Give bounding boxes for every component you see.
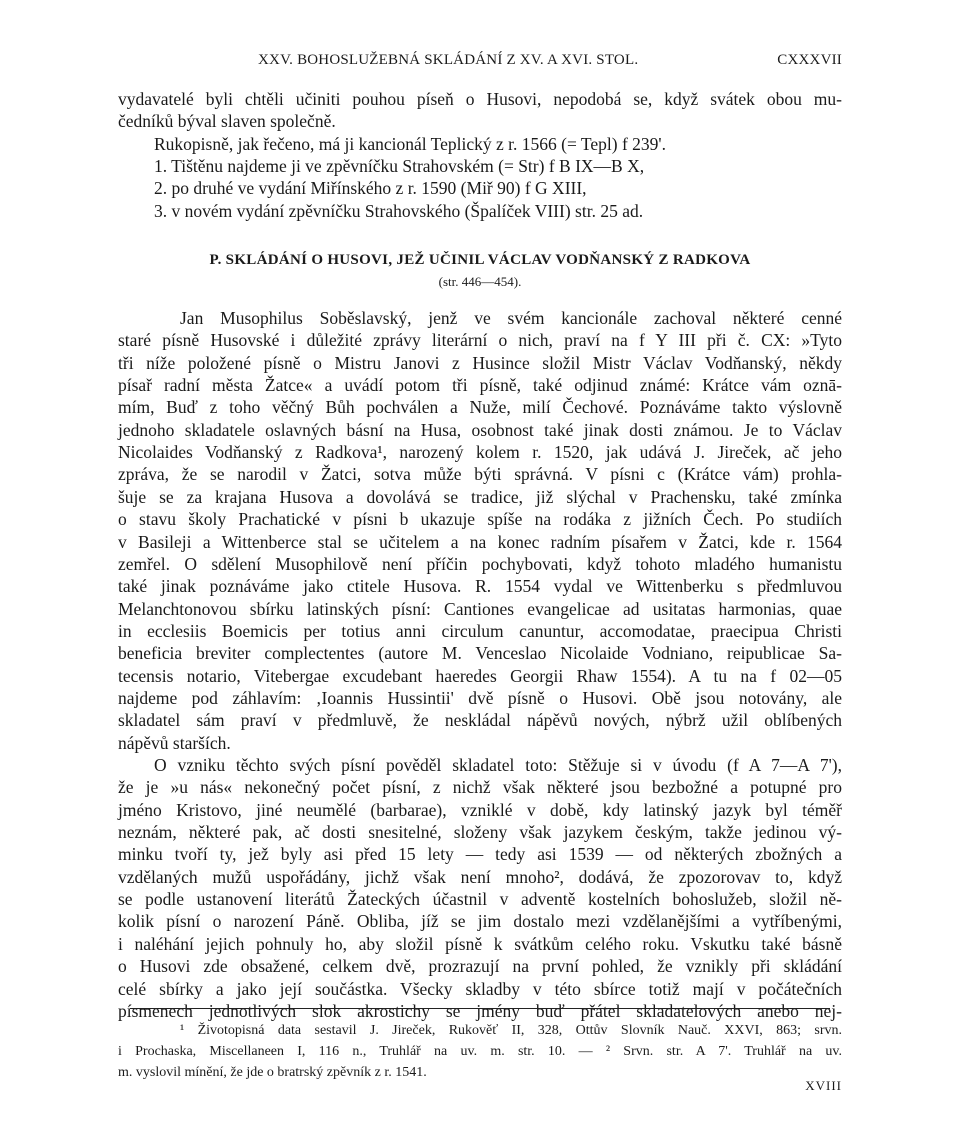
section-page-reference: (str. 446—454). [438, 274, 522, 289]
text-line: O vzniku těchto svých písní pověděl skladatel toto: Stěžuje si v úvodu (f A 7—A 7'), [154, 755, 842, 775]
text-line: kolik písní o narození Páně. Obliba, jíž se jim dostalo mezi vzdělanějšími a vytříbenými, [118, 911, 842, 932]
signature-mark: XVIII [805, 1078, 842, 1093]
text-line: písmenech jednotlivých slok akrostichy se jmény buď přátel skladatelových anebo nej- [118, 1000, 842, 1021]
running-title: XXV. BOHOSLUŽEBNÁ SKLÁDÁNÍ Z XV. A XVI. STOL. [258, 52, 639, 68]
text-line: minku tvoří ty, jež byly asi před 15 lety — tedy asi 1539 — od některých zbožných a [118, 844, 842, 865]
text-line: Jan Musophilus Soběslavský, jenž ve svém kancionále zachoval některé cenné [180, 308, 842, 328]
text-line: jméno Kristovo, jiné neumělé (barbarae), vzniklé v době, kdy latinský jazyk byl téměř [118, 799, 842, 820]
text-line: beneficia breviter complectentes (autore M. Venceslao Nicolaide Vodniano, reipublicae Sa- [118, 643, 842, 664]
footnote-line: i Prochaska, Miscellaneen I, 116 n., Truhlář na uv. m. str. 10. — ² Srvn. str. A 7'. Truhlář na uv. [118, 1044, 842, 1059]
text-line: tecensis notario, Vitebergae excudebant haeredes Georgii Rhaw 1554). A tu na f 02—05 [118, 665, 842, 686]
text-line: Nicolaides Vodňanský z Radkova¹, narozený kolem r. 1520, jak udává J. Jireček, ač jeho [118, 442, 842, 463]
text-line: zemřel. O sdělení Musophilově není příčin pochybovati, když tohoto mladého humanistu [118, 553, 842, 574]
text-line: nápěvů starších. [118, 732, 231, 753]
text-line: Melanchtonovou sbírku latinských písní: Cantiones evangelicae ad usitatas harmonias, quae [118, 598, 842, 619]
text-line: neznám, některé pak, ač dosti snesitelné, složeny však jazykem českým, takže jedinou vý- [118, 822, 842, 843]
text-line: najdeme pod záhlavím: ‚Ioannis Hussintii' dvě písně o Husovi. Obě jsou notovány, ale [118, 687, 842, 708]
text-line: zpráva, že se narodil v Žatci, sotva může býti správná. V písni c (Krátce vám) prohla- [118, 464, 842, 485]
text-line: in ecclesiis Boemicis per totius anni circulum canuntur, accomodatae, praecipua Christi [118, 620, 842, 641]
text-line: 2. po druhé ve vydání Miřínského z r. 1590 (Miř 90) f G XIII, [154, 178, 587, 199]
text-line: Rukopisně, jak řečeno, má ji kancionál Teplický z r. 1566 (= Tepl) f 239'. [154, 133, 666, 154]
text-line: skladatel sám praví v předmluvě, že neskládal nápěvů nových, nýbrž užil oblíbených [118, 710, 842, 731]
running-header [118, 52, 842, 72]
text-line: se podle ustanovení literátů Žateckých účastnil v adventě kostelních bohoslužeb, složil ně- [118, 889, 842, 910]
text-line: písař radní města Žatce« a uvádí potom tři písně, také odjinud známé: Krátce vám oznā- [118, 375, 842, 396]
text-line: o stavu školy Prachatické v písni b ukazuje spíše na rodáka z jižních Čech. Po studiích [118, 509, 842, 530]
page-number: CXXXVII [777, 52, 842, 68]
text-line: 1. Tištěnu najdeme ji ve zpěvníčku Strahovském (= Str) f B IX—B X, [154, 155, 645, 176]
footnote-line: ¹ Životopisná data sestavil J. Jireček, Rukověť II, 328, Ottův Slovník Nauč. XXVI, 863; srvn. [180, 1023, 842, 1038]
text-line: vydavatelé byli chtěli učiniti pouhou píseň o Husovi, nepodobá se, když svátek obou mu- [118, 89, 842, 109]
text-line: i naléhání jejich pohnuly ho, aby složil písně k svátkům celého roku. Vskutku také básně [118, 933, 842, 954]
text-line: 3. v novém vydání zpěvníčku Strahovského (Špalíček VIII) str. 25 ad. [154, 200, 644, 221]
text-line: vzdělaných mužů uspořádány, jichž však není mnoho², dodává, že zpozorovav to, když [118, 866, 842, 887]
text-line: tři níže položené písně o Mistru Janovi z Husince složil Mistr Václav Vodňanský, někdy [118, 352, 842, 373]
text-line: staré písně Husovské i důležité zprávy literární o nich, praví na f Y III při č. CX: »Tyto [118, 330, 842, 351]
text-line: o Husovi zde obsažené, celkem dvě, prozrazují na první pohled, že vznikly při skládání [118, 956, 842, 977]
text-line: v Basileji a Wittenberce stal se učitelem a na konec radním písařem v Žatci, kde r. 1564 [118, 531, 842, 552]
text-line: šuje se za krajana Husova a dovolává se tradice, již slýchal v Prachensku, také zmínka [118, 486, 842, 507]
section-heading: P. SKLÁDÁNÍ O HUSOVI, JEŽ UČINIL VÁCLAV VODŇANSKÝ Z RADKOVA [209, 252, 751, 268]
text-line: celé sbírky a jako její součástka. Všecky skladby v této sbírce totiž mají v počátečních [118, 978, 842, 999]
text-line: že je »u nás« nekonečný počet písní, z nichž však některé jsou bezbožné a potupné pro [118, 777, 842, 798]
text-line: jednoho skladatele oslavných básní na Husa, osobnost také jinak dosti známou. Je to Václav [118, 419, 842, 440]
footnote-line: m. vyslovil mínění, že jde o bratrský zpěvník z r. 1541. [118, 1065, 427, 1080]
footnote-separator [130, 1008, 830, 1009]
text-line: mím, Buď z toho věčný Bůh pochválen a Nuže, milí Čechové. Poznáváme takto výslovně [118, 397, 842, 418]
text-line: čedníků býval slaven společně. [118, 111, 336, 132]
text-line: také jinak poznáváme jako ctitele Husova. R. 1554 vydal ve Wittenberku s předmluvou [118, 576, 842, 597]
